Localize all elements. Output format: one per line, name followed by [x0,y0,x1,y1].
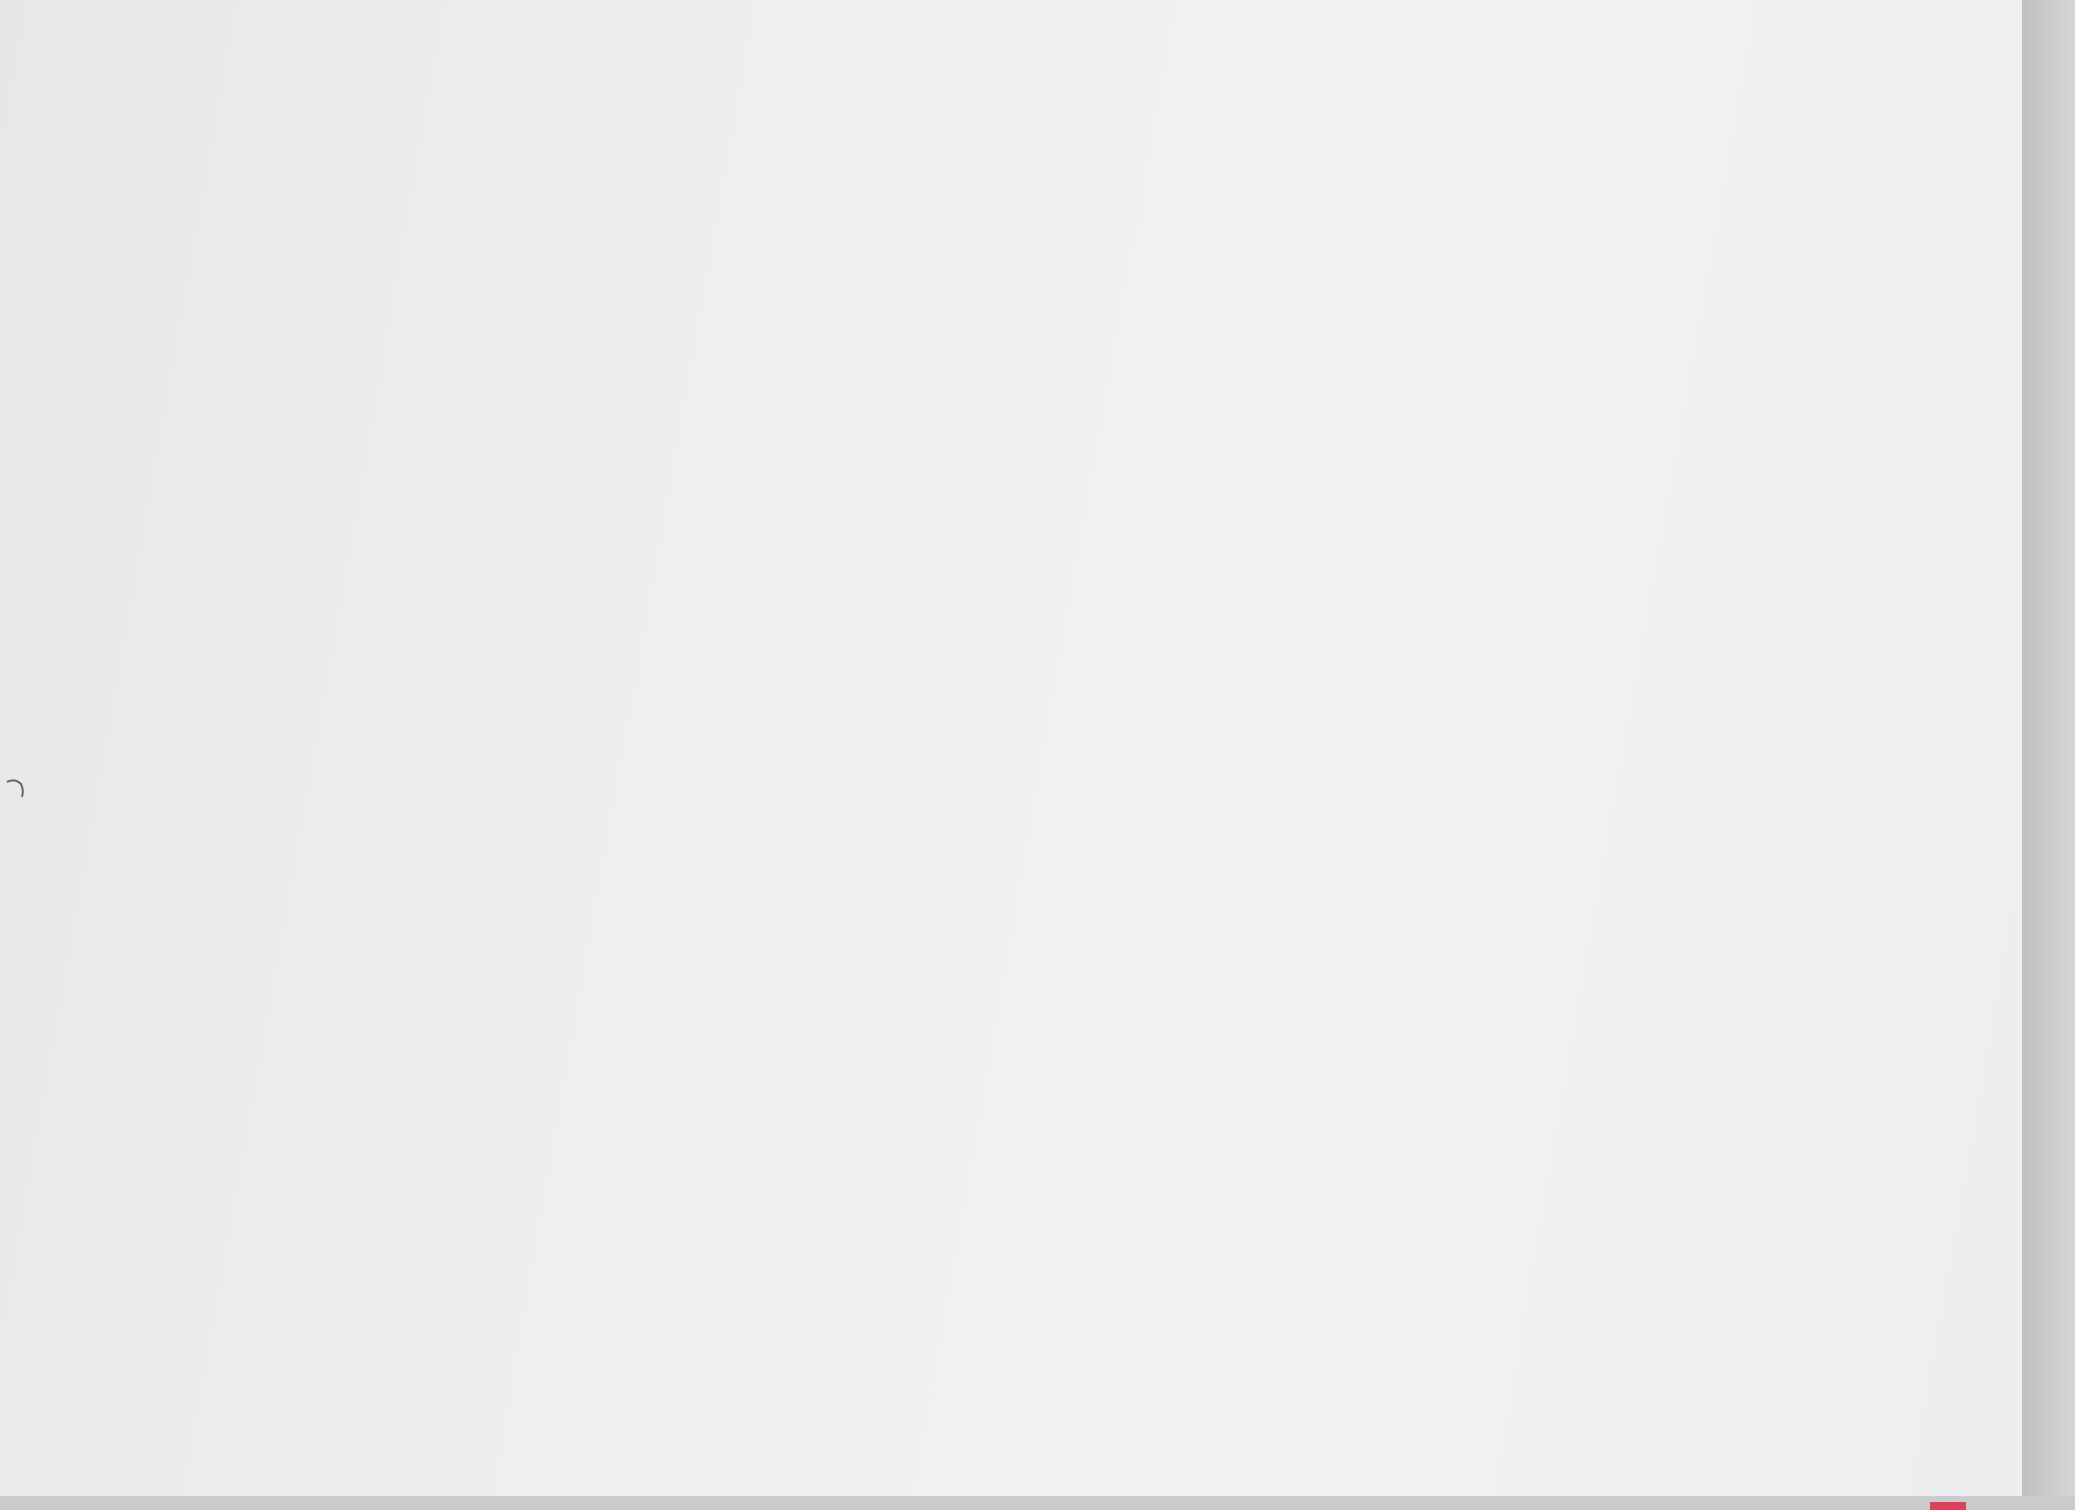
red-tab [1930,1502,1966,1510]
page-edge [2022,0,2075,1510]
pen-mark-icon [5,776,27,800]
bottom-edge [0,1496,2075,1510]
